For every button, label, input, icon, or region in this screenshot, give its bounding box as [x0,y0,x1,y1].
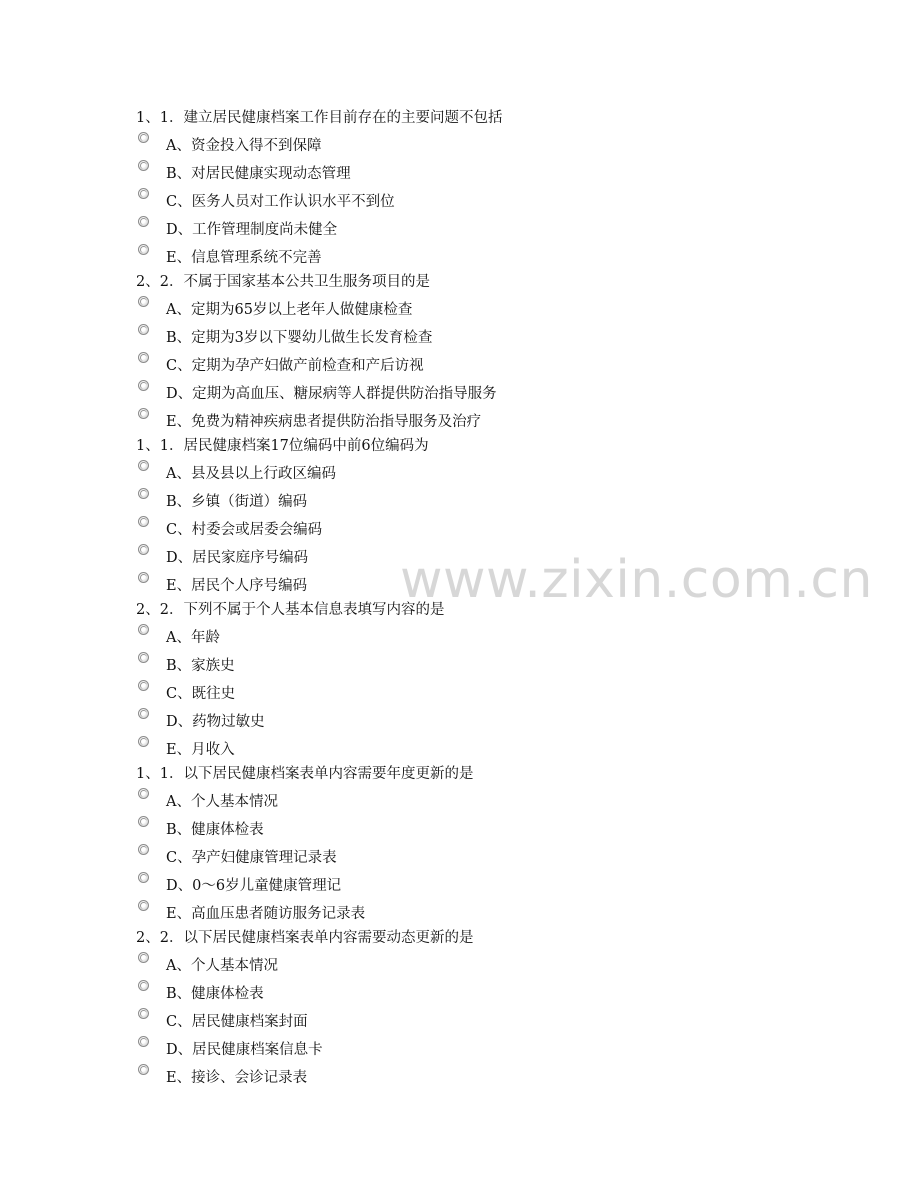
radio-button-icon[interactable] [138,324,149,335]
question-text: 1、1．建立居民健康档案工作目前存在的主要问题不包括 [136,110,503,126]
answer-option[interactable] [136,980,776,1008]
question-block [136,436,776,600]
answer-option[interactable] [136,160,776,188]
quiz-list [136,108,776,1092]
option-label: C、居民健康档案封面 [166,1014,308,1030]
answer-option[interactable] [136,296,776,324]
option-label: D、药物过敏史 [166,714,265,730]
radio-button-icon[interactable] [138,296,149,307]
answer-option[interactable] [136,488,776,516]
question-text: 2、2．不属于国家基本公共卫生服务项目的是 [136,274,430,290]
option-label: A、定期为65岁以上老年人做健康检查 [166,302,413,318]
watermark: www.zixin.com.cn [400,550,873,610]
answer-option[interactable] [136,408,776,436]
answer-option[interactable] [136,816,776,844]
answer-option[interactable] [136,244,776,272]
option-label: E、免费为精神疾病患者提供防治指导服务及治疗 [166,414,482,430]
radio-button-icon[interactable] [138,460,149,471]
option-label: C、医务人员对工作认识水平不到位 [166,194,395,210]
radio-button-icon[interactable] [138,380,149,391]
option-label: A、资金投入得不到保障 [166,138,322,154]
option-label: D、工作管理制度尚未健全 [166,222,338,238]
option-label: E、高血压患者随访服务记录表 [166,906,366,922]
radio-button-icon[interactable] [138,624,149,635]
radio-button-icon[interactable] [138,572,149,583]
answer-option[interactable] [136,680,776,708]
question-block [136,108,776,272]
answer-option[interactable] [136,844,776,872]
option-label: C、孕产妇健康管理记录表 [166,850,337,866]
answer-option[interactable] [136,872,776,900]
radio-button-icon[interactable] [138,900,149,911]
radio-button-icon[interactable] [138,872,149,883]
answer-option[interactable] [136,324,776,352]
answer-option[interactable] [136,516,776,544]
answer-option[interactable] [136,624,776,652]
answer-option[interactable] [136,1008,776,1036]
radio-button-icon[interactable] [138,352,149,363]
question-block [136,600,776,764]
answer-option[interactable] [136,460,776,488]
answer-option[interactable] [136,352,776,380]
answer-option[interactable] [136,216,776,244]
radio-button-icon[interactable] [138,1036,149,1047]
radio-button-icon[interactable] [138,788,149,799]
question-block [136,928,776,1092]
radio-button-icon[interactable] [138,408,149,419]
radio-button-icon[interactable] [138,544,149,555]
option-label: C、定期为孕产妇做产前检查和产后访视 [166,358,424,374]
option-label: C、既往史 [166,686,236,702]
radio-button-icon[interactable] [138,844,149,855]
radio-button-icon[interactable] [138,488,149,499]
radio-button-icon[interactable] [138,188,149,199]
radio-button-icon[interactable] [138,132,149,143]
answer-option[interactable] [136,572,776,600]
radio-button-icon[interactable] [138,160,149,171]
answer-option[interactable] [136,736,776,764]
option-label: A、县及县以上行政区编码 [166,466,336,482]
radio-button-icon[interactable] [138,652,149,663]
answer-option[interactable] [136,132,776,160]
radio-button-icon[interactable] [138,952,149,963]
question-text: 1、1．以下居民健康档案表单内容需要年度更新的是 [136,766,474,782]
question-block [136,764,776,928]
option-label: B、健康体检表 [166,822,264,838]
option-label: A、个人基本情况 [166,794,278,810]
radio-button-icon[interactable] [138,680,149,691]
answer-option[interactable] [136,544,776,572]
option-label: C、村委会或居委会编码 [166,522,323,538]
question-text: 2、2．下列不属于个人基本信息表填写内容的是 [136,602,445,618]
radio-button-icon[interactable] [138,980,149,991]
option-label: D、居民健康档案信息卡 [166,1042,323,1058]
answer-option[interactable] [136,708,776,736]
option-label: B、对居民健康实现动态管理 [166,166,351,182]
answer-option[interactable] [136,380,776,408]
answer-option[interactable] [136,952,776,980]
option-label: D、居民家庭序号编码 [166,550,309,566]
question-block [136,272,776,436]
option-label: B、定期为3岁以下婴幼儿做生长发育检查 [166,330,433,346]
option-label: E、接诊、会诊记录表 [166,1070,308,1086]
radio-button-icon[interactable] [138,216,149,227]
radio-button-icon[interactable] [138,244,149,255]
answer-option[interactable] [136,900,776,928]
radio-button-icon[interactable] [138,816,149,827]
option-label: B、乡镇（街道）编码 [166,494,308,510]
answer-option[interactable] [136,1036,776,1064]
radio-button-icon[interactable] [138,1008,149,1019]
radio-button-icon[interactable] [138,1064,149,1075]
answer-option[interactable] [136,788,776,816]
option-label: B、家族史 [166,658,235,674]
question-text: 2、2．以下居民健康档案表单内容需要动态更新的是 [136,930,474,946]
answer-option[interactable] [136,188,776,216]
answer-option[interactable] [136,1064,776,1092]
radio-button-icon[interactable] [138,516,149,527]
radio-button-icon[interactable] [138,736,149,747]
question-text: 1、1．居民健康档案17位编码中前6位编码为 [136,438,429,454]
option-label: D、0～6岁儿童健康管理记 [166,878,342,894]
option-label: E、信息管理系统不完善 [166,250,322,266]
answer-option[interactable] [136,652,776,680]
option-label: E、居民个人序号编码 [166,578,308,594]
option-label: A、个人基本情况 [166,958,278,974]
radio-button-icon[interactable] [138,708,149,719]
option-label: A、年龄 [166,630,220,646]
option-label: E、月收入 [166,742,235,758]
option-label: D、定期为高血压、糖尿病等人群提供防治指导服务 [166,386,497,402]
option-label: B、健康体检表 [166,986,264,1002]
